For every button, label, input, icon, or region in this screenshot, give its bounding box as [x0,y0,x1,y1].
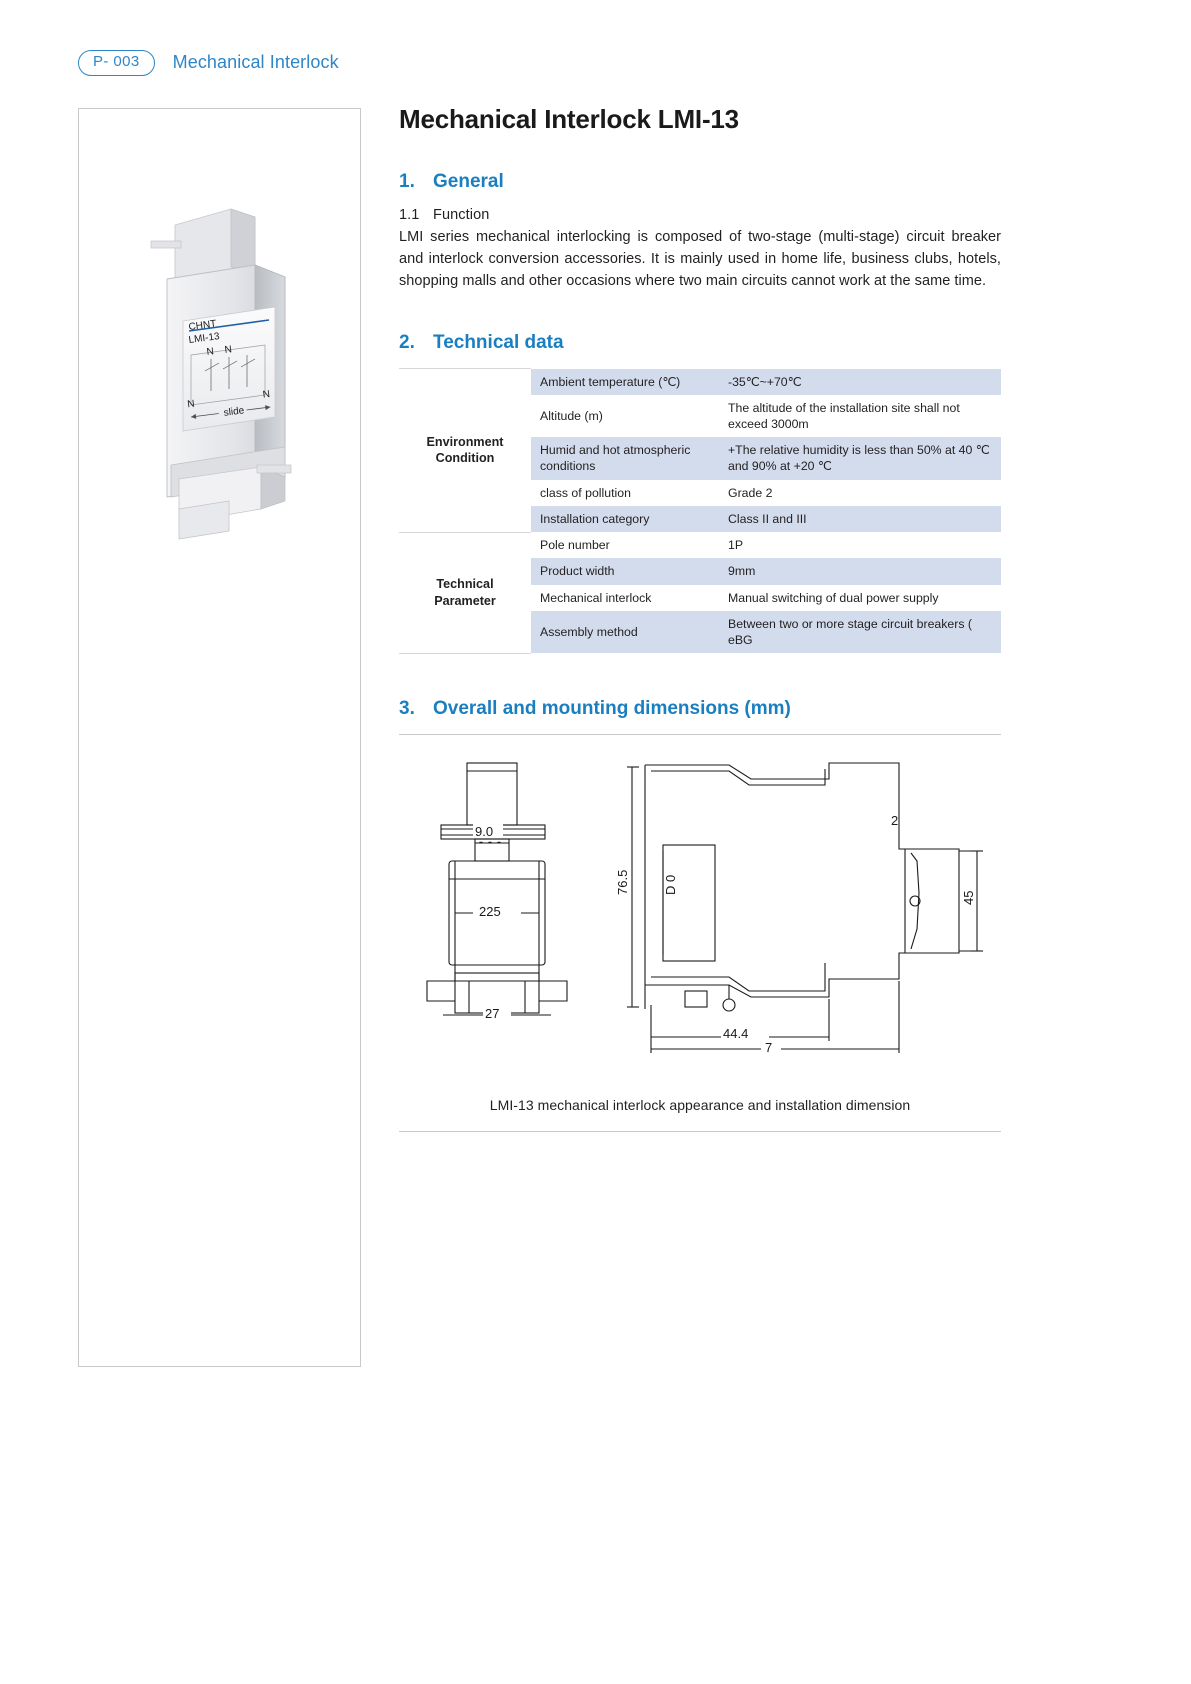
spec-value: 9mm [719,558,1001,584]
spec-value: Between two or more stage circuit breakers ( eBG [719,611,1001,653]
spec-value: The altitude of the installation site shall not exceed 3000m [719,395,1001,437]
dim-side-bottom-inner: 44.4 [723,1025,749,1041]
divider-bottom [399,1131,1001,1132]
divider-top [399,734,1001,735]
header-category-title: Mechanical Interlock [172,52,339,73]
spec-key: Ambient temperature (℃) [531,369,719,395]
section-heading-technical-data [399,332,1001,354]
spec-value: -35℃~+70℃ [719,369,1001,395]
front-view [427,763,567,1015]
spec-key: Pole number [531,532,719,558]
spec-value: Class II and III [719,506,1001,532]
spec-key: Installation category [531,506,719,532]
content-column [399,104,1001,1132]
section-title: Technical data [433,332,564,354]
page-title: Mechanical Interlock LMI-13 [399,104,739,134]
spec-key: Humid and hot atmospheric conditions [531,437,719,479]
dim-front-height: 225 [479,903,501,919]
dim-side-depth: D 0 [663,874,678,895]
subsection-number: 1.1 [399,207,420,223]
spec-key: Product width [531,558,719,584]
slide-label: slide [223,405,245,419]
spec-table-body [399,369,1001,654]
product-image-panel [78,108,361,1367]
general-body-text: LMI series mechanical interlocking is composed of two-stage (multi-stage) circuit breaker and interlock conversion accessories. It is mainly used in home life, business clubs, hotels, shopping malls and other occasions where two main circuits cannot work at the same time. [399,229,1001,290]
svg-text:N: N [205,346,215,358]
model-text: LMI-13 [187,331,221,346]
svg-text:N: N [186,398,196,411]
spec-value: Grade 2 [719,480,1001,506]
spec-key: Mechanical interlock [531,585,719,611]
section-number: 1. [399,171,415,192]
cad-drawings [399,753,1001,1083]
spec-value: +The relative humidity is less than 50% at 40 ℃ and 90% at +20 ℃ [719,437,1001,479]
product-photo [79,179,362,559]
subsection-heading-function [399,207,1001,223]
section-number: 2. [399,332,415,354]
subsection-title: Function [433,207,490,223]
dim-side-right: 45 [961,890,976,905]
product-illustration [79,179,362,559]
dim-side-height: 76.5 [615,869,630,895]
dimensions-block [399,698,1001,1132]
spec-key: Assembly method [531,611,719,653]
svg-text:N: N [262,388,271,401]
section-heading-dimensions [399,698,1001,720]
svg-text:N: N [223,344,233,356]
spec-key: Altitude (m) [531,395,719,437]
spec-value: Manual switching of dual power supply [719,585,1001,611]
section-number: 3. [399,697,415,719]
side-view [627,763,983,1053]
row-group-label: Technical Parameter [399,532,531,653]
brand-text: CHNT [187,318,217,333]
technical-data-table [399,368,1001,654]
dim-front-width: 9.0 [475,823,494,839]
dim-side-bottom-outer: 7 [765,1039,773,1055]
spec-key: class of pollution [531,480,719,506]
dim-side-corner: 2 [891,812,899,828]
dimension-drawings [399,753,1001,1083]
section-heading-general [399,171,1001,193]
page-header [78,50,339,76]
dim-front-bottom: 27 [485,1005,500,1021]
row-group-label: Environment Condition [399,369,531,533]
drawing-caption: LMI-13 mechanical interlock appearance and installation dimension [489,1096,911,1113]
page-number-badge: P- 003 [78,50,155,76]
table-row [399,369,1001,395]
section-title: General [433,171,504,192]
section-title: Overall and mounting dimensions (mm) [433,697,791,719]
spec-value: 1P [719,532,1001,558]
table-row [399,532,1001,558]
